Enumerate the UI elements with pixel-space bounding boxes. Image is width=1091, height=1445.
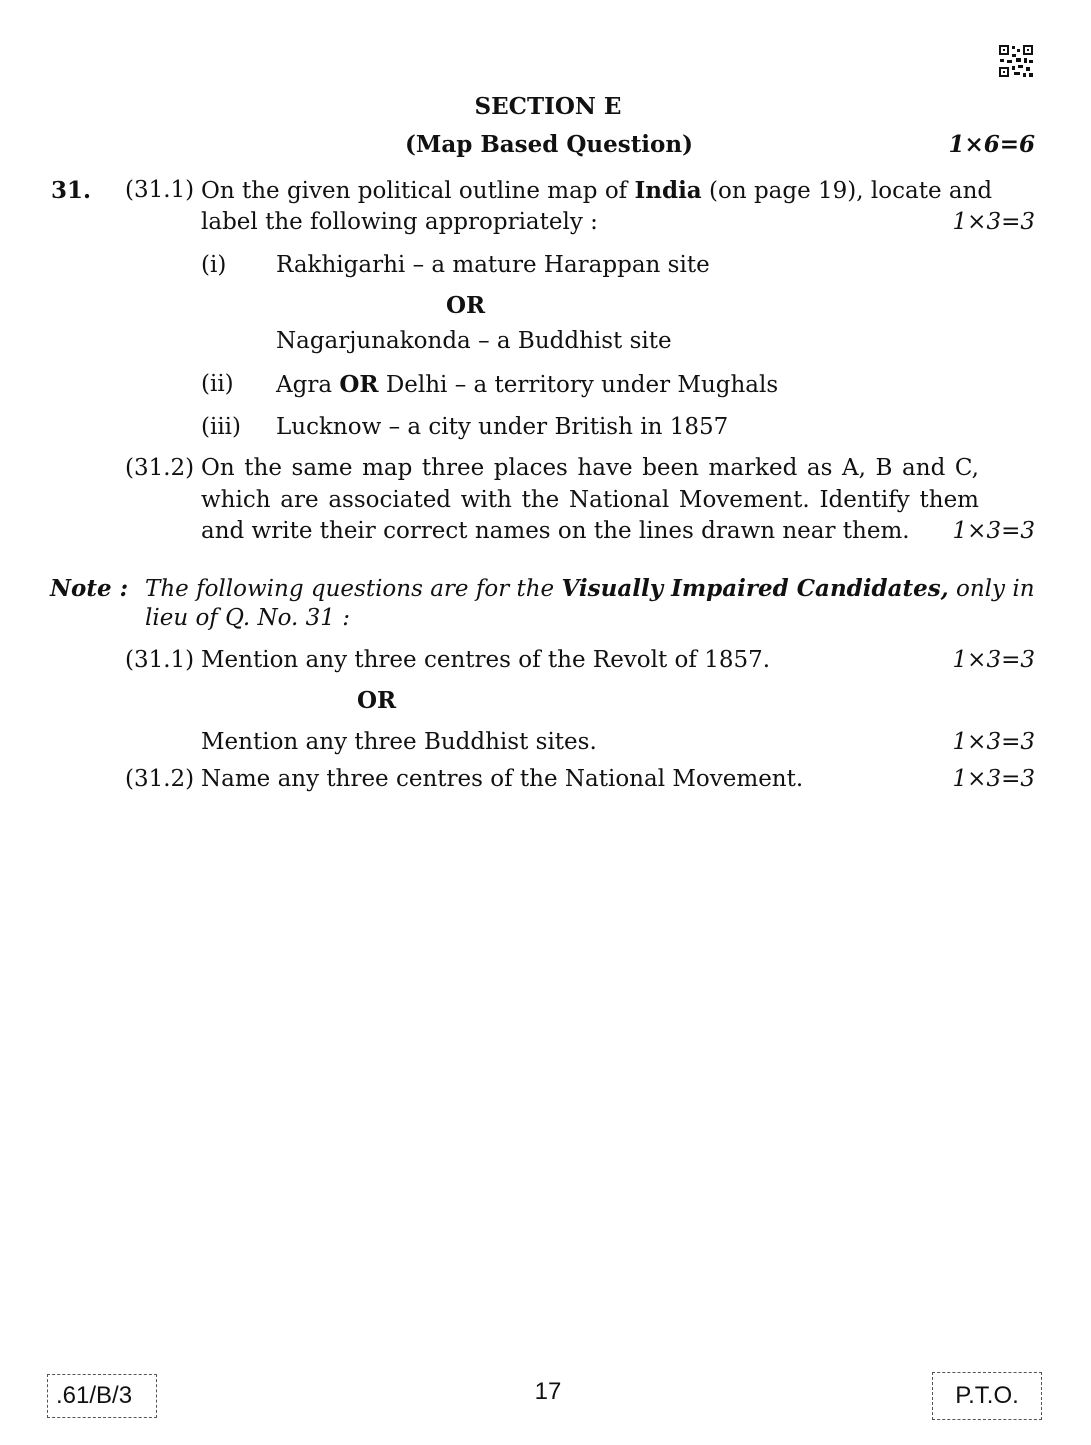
part2-marks: 1×3=3: [952, 518, 1035, 544]
note-text: The following questions are for the: [145, 576, 562, 602]
note-line1: [145, 575, 1035, 602]
qr-code-icon: [998, 44, 1034, 78]
item-text: Nagarjunakonda – a Buddhist site: [276, 328, 672, 354]
question-number: 31.: [51, 177, 92, 204]
part2-line3: and write their correct names on the lines drawn near them.: [201, 518, 910, 544]
part-label: (31.1): [125, 647, 195, 673]
vi-part2-marks: 1×3=3: [952, 766, 1035, 792]
item-label: (ii): [201, 371, 234, 397]
section-marks: 1×6=6: [948, 131, 1035, 158]
vi-part2-text: Name any three centres of the National Movement.: [201, 766, 804, 792]
vi-part1-marks: 1×3=3: [952, 647, 1035, 673]
part-label: (31.1): [125, 177, 195, 203]
part1-text: On the given political outline map of: [201, 178, 635, 204]
vi-part1-text: Mention any three centres of the Revolt of 1857.: [201, 647, 771, 673]
note-emphasis: Visually Impaired Candidates,: [561, 575, 949, 602]
paper-code: .61/B/3: [47, 1374, 157, 1418]
item-text-b: Delhi – a territory under Mughals: [378, 372, 779, 398]
vi-part1-alt-text: Mention any three Buddhist sites.: [201, 729, 597, 755]
note-text-cont: only in: [948, 576, 1035, 602]
item-text: Lucknow – a city under British in 1857: [276, 414, 729, 440]
or-label: OR: [357, 687, 397, 714]
vi-part1-alt-marks: 1×3=3: [952, 729, 1035, 755]
item-text: Rakhigarhi – a mature Harappan site: [276, 252, 710, 278]
item-or: OR: [339, 371, 379, 398]
page-number: 17: [534, 1378, 562, 1405]
part1-marks: 1×3=3: [952, 209, 1035, 235]
or-label: OR: [446, 292, 486, 319]
pto-label: P.T.O.: [932, 1372, 1042, 1420]
note-line2: lieu of Q. No. 31 :: [145, 605, 350, 631]
part-label: (31.2): [125, 766, 195, 792]
part2-line1: On the same map three places have been marked as A, B and C,: [201, 455, 979, 481]
note-label: Note :: [50, 575, 129, 602]
part-label: (31.2): [125, 455, 195, 481]
item-label: (i): [201, 252, 227, 278]
section-title: SECTION E: [474, 93, 622, 120]
item-text: [276, 371, 778, 398]
part2-line2: which are associated with the National Movement. Identify them: [201, 487, 979, 513]
section-subtitle: (Map Based Question): [405, 131, 693, 158]
part1-line1: [201, 177, 992, 204]
item-text-a: Agra: [276, 372, 340, 398]
part1-line2: label the following appropriately :: [201, 209, 598, 235]
item-label: (iii): [201, 414, 242, 440]
part1-text-cont: (on page 19), locate and: [701, 178, 993, 204]
part1-country: India: [634, 177, 702, 204]
